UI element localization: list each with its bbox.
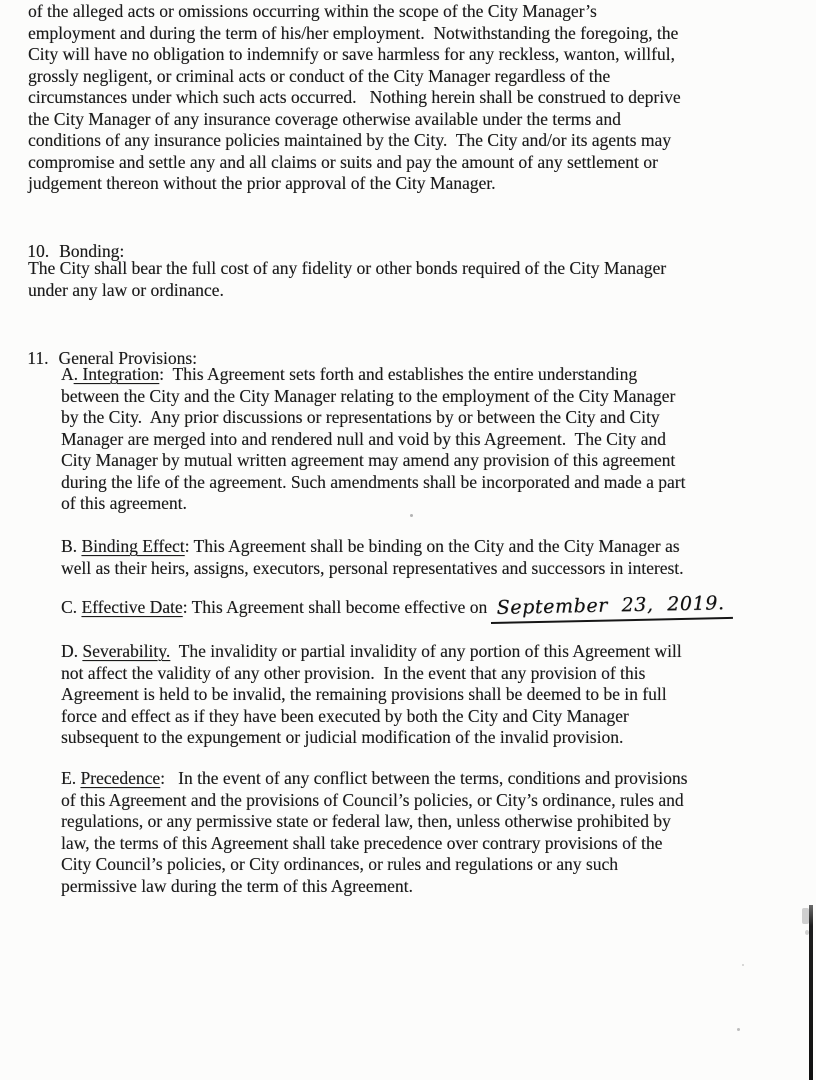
scan-edge-artifact: [809, 905, 813, 1080]
text-line: Agreement is held to be invalid, the remaining provisions shall be deemed to be in full: [61, 684, 667, 704]
text-line: City Council’s policies, or City ordinances, or rules and regulations or any such: [61, 854, 618, 874]
text-line: law, the terms of this Agreement shall take precedence over contrary provisions of the: [61, 832, 663, 853]
subitem-c-effective-date: [61, 592, 733, 623]
text-line: City will have no obligation to indemnify or save harmless for any reckless, wanton, willful,: [28, 44, 675, 64]
text-line: of the alleged acts or omissions occurring within the scope of the City Manager’s: [28, 1, 597, 21]
underlined-label: Effective Date: [81, 597, 183, 617]
text-line: employment and during the term of his/her employment. Notwithstanding the foregoing, the: [28, 22, 679, 43]
text-line: not affect the validity of any other provision. In the event that any provision of this: [61, 662, 646, 683]
section-number: 10.: [27, 240, 50, 261]
text-line: A. Integration: This Agreement sets forth and establishes the entire understanding: [61, 364, 638, 384]
section-title: Bonding:: [59, 240, 125, 261]
scan-speck-artifact: [410, 514, 413, 517]
text-line: The City shall bear the full cost of any fidelity or other bonds required of the City Manager: [28, 258, 667, 278]
scan-smudge-artifact: [802, 908, 809, 924]
text-line: conditions of any insurance policies maintained by the City. The City and/or its agents may: [28, 130, 671, 150]
text-line: of this Agreement and the provisions of Council’s policies, or City’s ordinance, rules and: [61, 789, 684, 810]
section-10-body: [28, 258, 666, 301]
text-line: during the life of the agreement. Such amendments shall be incorporated and made a part: [61, 471, 686, 492]
section-title: General Provisions:: [58, 347, 198, 368]
subitem-d-severability: [61, 641, 682, 749]
text-line: permissive law during the term of this Agreement.: [61, 875, 413, 896]
text-line: under any law or ordinance.: [28, 279, 224, 300]
underlined-label: Binding Effect: [81, 536, 185, 556]
underlined-label: . Integration: [73, 364, 160, 384]
handwritten-date: September 23, 2019.: [491, 593, 733, 624]
text-line: between the City and the City Manager relating to the employment of the City Manager: [61, 385, 676, 406]
text-line: C. Effective Date: This Agreement shall become effective on September 23, 2019.: [61, 597, 733, 623]
scan-speck-artifact: [737, 1028, 740, 1031]
scan-speck-artifact: [742, 964, 744, 966]
underlined-label: Precedence: [80, 768, 161, 788]
scan-smudge-artifact: [805, 930, 809, 935]
paragraph-indemnification: [28, 1, 681, 195]
text-line: E. Precedence: In the event of any conflict between the terms, conditions and provisions: [61, 768, 688, 788]
text-line: the City Manager of any insurance coverage otherwise available under the terms and: [28, 108, 621, 129]
text-line: City Manager by mutual written agreement may amend any provision of this agreement: [61, 450, 676, 470]
text-line: judgement thereon without the prior approval of the City Manager.: [28, 173, 496, 193]
text-line: B. Binding Effect: This Agreement shall be binding on the City and the City Manager as: [61, 536, 680, 556]
subitem-b-binding-effect: [61, 536, 684, 579]
subitem-e-precedence: [61, 768, 687, 897]
text-line: of this agreement.: [61, 493, 187, 513]
text-line: Manager are merged into and rendered null and void by this Agreement. The City and: [61, 428, 666, 449]
text-line: compromise and settle any and all claims or suits and pay the amount of any settlement or: [28, 151, 658, 172]
text-line: by the City. Any prior discussions or representations by or between the City and City: [61, 407, 660, 427]
section-number: 11.: [27, 347, 49, 368]
underlined-label: Severability.: [82, 641, 171, 661]
text-line: regulations, or any permissive state or federal law, then, unless otherwise prohibited by: [61, 811, 671, 831]
text-line: circumstances under which such acts occurred. Nothing herein shall be construed to deprive: [28, 87, 681, 107]
text-line: grossly negligent, or criminal acts or conduct of the City Manager regardless of the: [28, 65, 611, 86]
subitem-a-integration: [61, 364, 685, 515]
text-line: well as their heirs, assigns, executors, personal representatives and successors in interest.: [61, 557, 684, 578]
text-line: force and effect as if they have been executed by both the City and City Manager: [61, 705, 629, 726]
text-line: subsequent to the expungement or judicial modification of the invalid provision.: [61, 727, 624, 747]
text-line: D. Severability. The invalidity or partial invalidity of any portion of this Agreement will: [61, 641, 682, 661]
